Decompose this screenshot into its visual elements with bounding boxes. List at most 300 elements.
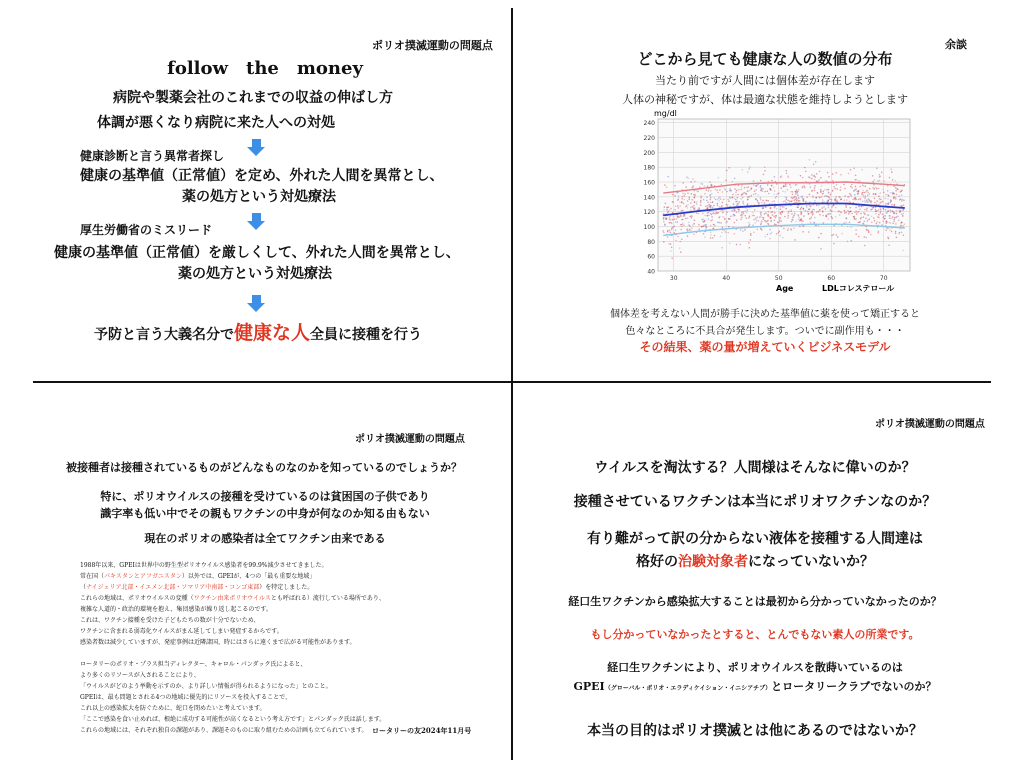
scatter-point (818, 179, 820, 181)
scatter-point (794, 239, 796, 241)
scatter-point (847, 210, 849, 212)
scatter-point (862, 194, 864, 196)
scatter-point (769, 238, 771, 240)
scatter-point (860, 218, 862, 220)
scatter-point (796, 206, 798, 208)
q4-l6-red: もし分かっていなかったとすると、とんでもない素人の所業です。 (590, 628, 920, 641)
scatter-point (687, 207, 689, 209)
scatter-point (727, 206, 729, 208)
scatter-point (867, 220, 869, 222)
scatter-point (864, 200, 866, 202)
q1-title: follow the money (167, 58, 363, 79)
scatter-point (830, 194, 832, 196)
scatter-point (841, 233, 843, 235)
scatter-point (690, 181, 692, 183)
scatter-point (683, 214, 685, 216)
scatter-point (822, 199, 824, 201)
scatter-point (747, 186, 749, 188)
scatter-point (704, 215, 706, 217)
scatter-point (760, 197, 762, 199)
scatter-point (798, 219, 800, 221)
scatter-point (774, 176, 776, 178)
chart-y-tick: 120 (643, 209, 655, 217)
q3-s4 (80, 593, 460, 604)
q1-step2-a: 健康の基準値（正常値）を厳しくして、外れた人間を異常とし、 (54, 245, 460, 261)
scatter-point (832, 189, 834, 191)
scatter-point (888, 210, 890, 212)
scatter-point (784, 186, 786, 188)
scatter-point (778, 232, 780, 234)
scatter-point (805, 210, 807, 212)
scatter-point (824, 195, 826, 197)
scatter-point (689, 197, 691, 199)
scatter-point (691, 199, 693, 201)
scatter-point (773, 194, 775, 196)
scatter-point (782, 206, 784, 208)
scatter-point (866, 199, 868, 201)
scatter-point (860, 206, 862, 208)
scatter-point (717, 204, 719, 206)
scatter-point (682, 193, 684, 195)
q4-l4-pre: 格好の (636, 554, 678, 570)
chart-y-tick: 100 (643, 224, 655, 232)
scatter-point (818, 211, 820, 213)
scatter-point (869, 193, 871, 195)
scatter-point (878, 231, 880, 233)
scatter-point (840, 211, 842, 213)
scatter-point (784, 200, 786, 202)
q1-line2: 体調が悪くなり病院に来た人への対処 (97, 115, 335, 131)
scatter-point (862, 192, 864, 194)
scatter-point (684, 199, 686, 201)
scatter-point (790, 209, 792, 211)
chart-y-tick: 240 (643, 120, 655, 128)
scatter-point (760, 185, 762, 187)
scatter-point (866, 229, 868, 231)
scatter-point (727, 232, 729, 234)
scatter-point (745, 193, 747, 195)
scatter-point (729, 197, 731, 199)
scatter-point (779, 231, 781, 233)
scatter-point (788, 215, 790, 217)
scatter-point (667, 176, 669, 178)
scatter-point (715, 199, 717, 201)
scatter-point (880, 202, 882, 204)
scatter-point (749, 166, 751, 168)
scatter-point (890, 192, 892, 194)
scatter-point (828, 191, 830, 193)
scatter-point (714, 225, 716, 227)
scatter-point (738, 189, 740, 191)
scatter-point (868, 198, 870, 200)
scatter-point (671, 258, 673, 260)
scatter-point (898, 195, 900, 197)
scatter-point (687, 218, 689, 220)
scatter-point (796, 184, 798, 186)
scatter-point (823, 222, 825, 224)
scatter-point (903, 213, 905, 215)
scatter-point (896, 213, 898, 215)
scatter-point (740, 229, 742, 231)
scatter-point (848, 213, 850, 215)
scatter-point (681, 239, 683, 241)
scatter-point (859, 221, 861, 223)
scatter-point (740, 218, 742, 220)
scatter-point (753, 232, 755, 234)
scatter-point (889, 222, 891, 224)
scatter-point (686, 228, 688, 230)
scatter-point (876, 204, 878, 206)
scatter-point (717, 192, 719, 194)
scatter-point (771, 203, 773, 205)
scatter-point (665, 217, 667, 219)
scatter-point (900, 198, 902, 200)
scatter-point (682, 210, 684, 212)
scatter-point (674, 195, 676, 197)
scatter-point (810, 216, 812, 218)
scatter-point (880, 199, 882, 201)
q4-l1: ウイルスを淘汰する？人間様はそんなに偉いのか？ (594, 460, 916, 476)
scatter-point (722, 212, 724, 214)
scatter-point (856, 213, 858, 215)
scatter-point (759, 216, 761, 218)
scatter-point (700, 204, 702, 206)
scatter-point (802, 187, 804, 189)
q4-l8-a: GPEI (573, 680, 605, 693)
scatter-point (888, 244, 890, 246)
scatter-point (855, 207, 857, 209)
scatter-point (881, 224, 883, 226)
scatter-point (869, 200, 871, 202)
scatter-point (740, 198, 742, 200)
scatter-point (746, 190, 748, 192)
scatter-point (899, 191, 901, 193)
scatter-point (871, 200, 873, 202)
scatter-point (744, 215, 746, 217)
scatter-point (828, 213, 830, 215)
scatter-point (704, 185, 706, 187)
scatter-point (736, 244, 738, 246)
scatter-point (806, 196, 808, 198)
scatter-point (761, 229, 763, 231)
q3-s7: ワクチンに含まれる弱毒化ウイルスがまん延してしまい発症するからです。 (80, 628, 283, 635)
scatter-point (710, 206, 712, 208)
scatter-point (742, 169, 744, 171)
q3-s2-red: パキスタンとアフガニスタン (104, 573, 182, 580)
scatter-point (786, 170, 788, 172)
scatter-point (832, 217, 834, 219)
scatter-point (737, 205, 739, 207)
q4-l8-b: とロータリークラブでないのか？ (771, 680, 937, 693)
scatter-point (694, 181, 696, 183)
scatter-point (863, 196, 865, 198)
scatter-point (687, 204, 689, 206)
scatter-point (663, 217, 665, 219)
scatter-point (813, 163, 815, 165)
scatter-point (864, 213, 866, 215)
scatter-point (801, 207, 803, 209)
scatter-point (710, 213, 712, 215)
scatter-point (887, 203, 889, 205)
scatter-point (766, 200, 768, 202)
scatter-point (787, 212, 789, 214)
scatter-point (802, 231, 804, 233)
scatter-point (706, 200, 708, 202)
scatter-point (790, 210, 792, 212)
scatter-point (684, 193, 686, 195)
scatter-point (899, 232, 901, 234)
scatter-point (899, 211, 901, 213)
scatter-point (719, 196, 721, 198)
scatter-point (871, 202, 873, 204)
scatter-point (776, 208, 778, 210)
scatter-point (774, 212, 776, 214)
scatter-point (669, 230, 671, 232)
scatter-point (832, 180, 834, 182)
scatter-point (895, 190, 897, 192)
scatter-point (864, 202, 866, 204)
scatter-point (750, 195, 752, 197)
scatter-point (902, 250, 904, 252)
scatter-point (891, 204, 893, 206)
scatter-point (843, 222, 845, 224)
scatter-point (821, 185, 823, 187)
scatter-point (777, 221, 779, 223)
scatter-point (734, 210, 736, 212)
scatter-point (761, 202, 763, 204)
scatter-point (763, 174, 765, 176)
scatter-point (697, 191, 699, 193)
scatter-point (701, 226, 703, 228)
scatter-point (687, 192, 689, 194)
scatter-point (815, 176, 817, 178)
scatter-point (696, 203, 698, 205)
q3-s12: GPEIは、最も問題とされる4つの地域に優先的にリソースを投入することで、 (80, 694, 291, 701)
q4-l7: 経口生ワクチンにより、ポリオウイルスを散蒔いているのは (607, 661, 903, 674)
q2-foot-red: その結果、薬の量が増えていくビジネスモデル (639, 340, 891, 354)
scatter-point (749, 224, 751, 226)
scatter-point (682, 182, 684, 184)
scatter-point (707, 208, 709, 210)
scatter-point (797, 201, 799, 203)
scatter-point (833, 234, 835, 236)
scatter-point (755, 219, 757, 221)
scatter-point (760, 222, 762, 224)
scatter-point (741, 194, 743, 196)
scatter-point (720, 236, 722, 238)
scatter-point (669, 222, 671, 224)
scatter-point (895, 232, 897, 234)
scatter-point (851, 184, 853, 186)
scatter-point (669, 219, 671, 221)
scatter-point (749, 239, 751, 241)
scatter-point (809, 159, 811, 161)
scatter-point (898, 219, 900, 221)
q3-p1: 特に、ポリオウイルスの接種を受けているのは貧困国の子供であり (100, 490, 430, 503)
chart-x-label: Age (776, 284, 794, 293)
scatter-point (721, 184, 723, 186)
scatter-point (865, 218, 867, 220)
scatter-point (803, 200, 805, 202)
scatter-point (901, 232, 903, 234)
scatter-point (883, 216, 885, 218)
scatter-point (762, 191, 764, 193)
scatter-point (847, 196, 849, 198)
scatter-point (767, 190, 769, 192)
scatter-point (799, 226, 801, 228)
scatter-point (812, 197, 814, 199)
scatter-point (693, 194, 695, 196)
scatter-point (820, 248, 822, 250)
scatter-point (873, 217, 875, 219)
scatter-point (833, 243, 835, 245)
scatter-point (755, 189, 757, 191)
scatter-point (893, 219, 895, 221)
scatter-point (791, 197, 793, 199)
scatter-point (814, 187, 816, 189)
scatter-point (858, 211, 860, 213)
scatter-point (763, 219, 765, 221)
scatter-point (896, 237, 898, 239)
scatter-point (764, 202, 766, 204)
scatter-point (790, 191, 792, 193)
scatter-point (705, 224, 707, 226)
scatter-point (864, 197, 866, 199)
scatter-point (791, 200, 793, 202)
scatter-point (785, 208, 787, 210)
scatter-point (878, 195, 880, 197)
scatter-point (810, 206, 812, 208)
scatter-point (803, 215, 805, 217)
scatter-point (702, 183, 704, 185)
scatter-point (821, 196, 823, 198)
scatter-point (855, 188, 857, 190)
q3-s11: 「ウイルスがどのよう挙動を示すのか、より詳しい情報が得られるようになった」とのこと。 (80, 683, 332, 690)
scatter-point (793, 215, 795, 217)
scatter-point (681, 198, 683, 200)
scatter-point (733, 214, 735, 216)
scatter-point (878, 204, 880, 206)
scatter-point (774, 190, 776, 192)
scatter-point (798, 215, 800, 217)
scatter-point (738, 211, 740, 213)
scatter-point (691, 227, 693, 229)
scatter-point (775, 217, 777, 219)
q2-foot2: 色々なところに不具合が発生します。ついでに副作用も・・・ (625, 326, 905, 337)
scatter-point (696, 212, 698, 214)
scatter-point (878, 217, 880, 219)
scatter-point (817, 192, 819, 194)
scatter-point (855, 197, 857, 199)
scatter-point (749, 247, 751, 249)
scatter-point (895, 187, 897, 189)
scatter-point (674, 185, 676, 187)
scatter-point (712, 219, 714, 221)
scatter-point (710, 232, 712, 234)
scatter-point (902, 209, 904, 211)
scatter-point (895, 198, 897, 200)
scatter-point (803, 185, 805, 187)
scatter-point (904, 223, 906, 225)
scatter-point (770, 207, 772, 209)
scatter-point (823, 201, 825, 203)
scatter-point (870, 234, 872, 236)
scatter-point (876, 223, 878, 225)
scatter-point (819, 214, 821, 216)
scatter-point (708, 215, 710, 217)
scatter-point (753, 184, 755, 186)
scatter-point (856, 199, 858, 201)
q3-s1: 1988年以来、GPEIは世界中の野生型ポリオウイルス感染者を99.9%減少させてきました。 (80, 562, 328, 569)
scatter-point (681, 210, 683, 212)
scatter-point (873, 206, 875, 208)
q1-step1-a: 健康の基準値（正常値）を定め、外れた人間を異常とし、 (80, 168, 444, 184)
scatter-point (692, 185, 694, 187)
scatter-point (886, 212, 888, 214)
scatter-point (847, 226, 849, 228)
scatter-point (776, 193, 778, 195)
scatter-point (796, 198, 798, 200)
ldl-scatter-chart (634, 105, 920, 297)
chart-y-tick: 180 (643, 164, 655, 172)
scatter-point (721, 232, 723, 234)
q4-header: ポリオ撲滅運動の問題点 (875, 419, 985, 430)
scatter-point (886, 221, 888, 223)
scatter-point (840, 189, 842, 191)
scatter-point (828, 207, 830, 209)
scatter-point (690, 230, 692, 232)
scatter-point (867, 195, 869, 197)
scatter-point (785, 196, 787, 198)
scatter-point (827, 172, 829, 174)
scatter-point (724, 218, 726, 220)
scatter-point (737, 197, 739, 199)
scatter-point (710, 234, 712, 236)
scatter-point (668, 206, 670, 208)
scatter-point (789, 200, 791, 202)
scatter-point (792, 191, 794, 193)
scatter-point (750, 188, 752, 190)
scatter-point (667, 236, 669, 238)
q4-l8 (520, 678, 990, 694)
scatter-point (855, 229, 857, 231)
scatter-point (735, 201, 737, 203)
q3-s3 (80, 582, 460, 593)
scatter-point (665, 203, 667, 205)
chart-y-tick: 160 (643, 179, 655, 187)
scatter-point (730, 216, 732, 218)
scatter-point (828, 218, 830, 220)
q3-s3-b: ）を特定しました。 (259, 584, 314, 591)
q4-l4-post: になっていないか？ (748, 554, 874, 570)
scatter-point (683, 203, 685, 205)
q2-foot1: 個体差を考えない人間が勝手に決めた基準値に薬を使って矯正すると (610, 309, 920, 320)
scatter-point (835, 216, 837, 218)
scatter-point (712, 237, 714, 239)
scatter-point (800, 175, 802, 177)
scatter-point (776, 196, 778, 198)
scatter-point (792, 219, 794, 221)
q2-title: どこから見ても健康な人の数値の分布 (637, 50, 893, 68)
scatter-point (693, 205, 695, 207)
q4-l5: 経口生ワクチンから感染拡大することは最初から分かっていなかったのか？ (568, 595, 942, 608)
scatter-point (738, 208, 740, 210)
scatter-point (687, 235, 689, 237)
scatter-point (774, 223, 776, 225)
scatter-point (855, 218, 857, 220)
scatter-point (856, 212, 858, 214)
scatter-point (724, 189, 726, 191)
